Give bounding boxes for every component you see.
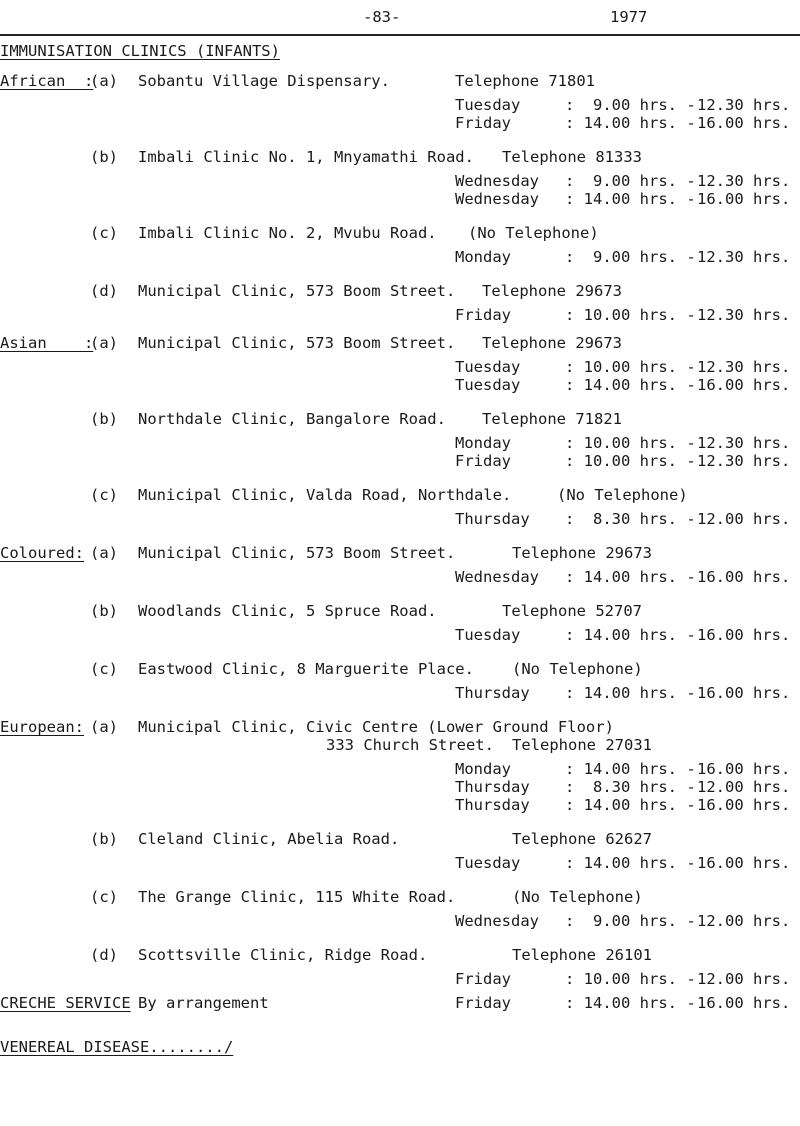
page-year: 1977	[610, 8, 648, 26]
clinic-name: Municipal Clinic, 573 Boom Street.	[138, 544, 456, 562]
item-letter: (a)	[90, 72, 118, 90]
creche-note: By arrangement	[138, 994, 269, 1012]
section-label-european: European:	[0, 718, 84, 736]
clinic-name: Municipal Clinic, 573 Boom Street.	[138, 334, 456, 352]
session-end: 16.00 hrs.	[697, 190, 791, 208]
item-letter: (b)	[90, 148, 118, 166]
clinic-telephone: Telephone 81333	[502, 148, 642, 166]
session-day: Monday	[455, 434, 511, 452]
item-letter: (c)	[90, 224, 118, 242]
session-start: : 14.00 hrs. -	[565, 796, 696, 814]
clinic-name: Scottsville Clinic, Ridge Road.	[138, 946, 428, 964]
session-end: 16.00 hrs.	[697, 568, 791, 586]
clinic-telephone: (No Telephone)	[557, 486, 688, 504]
session-day: Friday	[455, 306, 511, 324]
session-day: Wednesday	[455, 912, 539, 930]
clinic-telephone: Telephone 71801	[455, 72, 595, 90]
section-label-coloured: Coloured:	[0, 544, 84, 562]
session-start: : 9.00 hrs. -	[565, 248, 696, 266]
clinic-name: Imbali Clinic No. 2, Mvubu Road.	[138, 224, 437, 242]
clinic-telephone: Telephone 29673	[482, 334, 622, 352]
item-letter: (c)	[90, 660, 118, 678]
clinic-name: Cleland Clinic, Abelia Road.	[138, 830, 400, 848]
clinic-name: Municipal Clinic, Civic Centre (Lower Ground Floor)	[138, 718, 614, 736]
session-start: : 14.00 hrs. -	[565, 854, 696, 872]
session-end: 16.00 hrs.	[697, 684, 791, 702]
session-day: Friday	[455, 994, 511, 1012]
session-day: Tuesday	[455, 96, 521, 114]
clinic-telephone: Telephone 26101	[512, 946, 652, 964]
session-end: 16.00 hrs.	[697, 854, 791, 872]
header-rule	[0, 34, 800, 36]
session-day: Tuesday	[455, 376, 521, 394]
session-start: : 10.00 hrs. -	[565, 452, 696, 470]
session-end: 12.00 hrs.	[697, 970, 791, 988]
session-end: 16.00 hrs.	[697, 376, 791, 394]
session-start: : 14.00 hrs. -	[565, 684, 696, 702]
session-day: Friday	[455, 452, 511, 470]
section-label-african: African :	[0, 72, 94, 90]
session-start: : 14.00 hrs. -	[565, 626, 696, 644]
session-end: 12.30 hrs.	[697, 306, 791, 324]
clinic-telephone: Telephone 29673	[482, 282, 622, 300]
clinic-telephone: (No Telephone)	[512, 660, 643, 678]
session-start: : 14.00 hrs. -	[565, 190, 696, 208]
session-end: 16.00 hrs.	[697, 114, 791, 132]
session-start: : 14.00 hrs. -	[565, 568, 696, 586]
session-start: : 9.00 hrs. -	[565, 172, 696, 190]
session-day: Friday	[455, 970, 511, 988]
page-title: IMMUNISATION CLINICS (INFANTS)	[0, 42, 280, 60]
clinic-name: Sobantu Village Dispensary.	[138, 72, 390, 90]
session-start: : 14.00 hrs. -	[565, 376, 696, 394]
clinic-name: Imbali Clinic No. 1, Mnyamathi Road.	[138, 148, 474, 166]
clinic-telephone: Telephone 29673	[512, 544, 652, 562]
session-day: Thursday	[455, 796, 530, 814]
session-day: Tuesday	[455, 358, 521, 376]
session-day: Tuesday	[455, 626, 521, 644]
session-day: Friday	[455, 114, 511, 132]
item-letter: (c)	[90, 888, 118, 906]
clinic-telephone: Telephone 71821	[482, 410, 622, 428]
session-start: : 9.00 hrs. -	[565, 96, 696, 114]
session-end: 12.30 hrs.	[697, 434, 791, 452]
session-start: : 14.00 hrs. -	[565, 760, 696, 778]
clinic-telephone: Telephone 62627	[512, 830, 652, 848]
clinic-telephone: (No Telephone)	[468, 224, 599, 242]
session-end: 12.00 hrs.	[697, 778, 791, 796]
session-start: : 8.30 hrs. -	[565, 510, 696, 528]
session-day: Wednesday	[455, 568, 539, 586]
clinic-name: Eastwood Clinic, 8 Marguerite Place.	[138, 660, 474, 678]
session-start: : 10.00 hrs. -	[565, 358, 696, 376]
clinic-name: The Grange Clinic, 115 White Road.	[138, 888, 456, 906]
session-end: 12.30 hrs.	[697, 172, 791, 190]
clinic-address: 333 Church Street.	[326, 736, 494, 754]
session-day: Monday	[455, 248, 511, 266]
item-letter: (b)	[90, 410, 118, 428]
item-letter: (a)	[90, 718, 118, 736]
session-end: 12.00 hrs.	[697, 912, 791, 930]
session-day: Wednesday	[455, 172, 539, 190]
session-end: 16.00 hrs.	[697, 994, 791, 1012]
session-end: 12.30 hrs.	[697, 358, 791, 376]
clinic-telephone: Telephone 52707	[502, 602, 642, 620]
session-day: Tuesday	[455, 854, 521, 872]
clinic-name: Woodlands Clinic, 5 Spruce Road.	[138, 602, 437, 620]
session-end: 12.00 hrs.	[697, 510, 791, 528]
session-day: Monday	[455, 760, 511, 778]
clinic-telephone: (No Telephone)	[512, 888, 643, 906]
clinic-name: Municipal Clinic, Valda Road, Northdale.	[138, 486, 512, 504]
session-start: : 9.00 hrs. -	[565, 912, 696, 930]
session-start: : 14.00 hrs. -	[565, 994, 696, 1012]
continuation-footer: VENEREAL DISEASE......../	[0, 1038, 234, 1056]
item-letter: (c)	[90, 486, 118, 504]
session-start: : 10.00 hrs. -	[565, 434, 696, 452]
section-label-asian: Asian :	[0, 334, 94, 352]
item-letter: (b)	[90, 830, 118, 848]
page-number: -83-	[363, 8, 401, 26]
clinic-telephone: Telephone 27031	[512, 736, 652, 754]
session-end: 16.00 hrs.	[697, 760, 791, 778]
clinic-name: Municipal Clinic, 573 Boom Street.	[138, 282, 456, 300]
clinic-name: Northdale Clinic, Bangalore Road.	[138, 410, 446, 428]
item-letter: (d)	[90, 946, 118, 964]
item-letter: (a)	[90, 544, 118, 562]
item-letter: (a)	[90, 334, 118, 352]
session-day: Thursday	[455, 778, 530, 796]
session-end: 12.30 hrs.	[697, 248, 791, 266]
session-start: : 14.00 hrs. -	[565, 114, 696, 132]
session-start: : 8.30 hrs. -	[565, 778, 696, 796]
session-end: 12.30 hrs.	[697, 452, 791, 470]
session-end: 16.00 hrs.	[697, 626, 791, 644]
session-end: 16.00 hrs.	[697, 796, 791, 814]
session-day: Wednesday	[455, 190, 539, 208]
item-letter: (b)	[90, 602, 118, 620]
session-start: : 10.00 hrs. -	[565, 970, 696, 988]
session-start: : 10.00 hrs. -	[565, 306, 696, 324]
item-letter: (d)	[90, 282, 118, 300]
session-day: Thursday	[455, 684, 530, 702]
session-end: 12.30 hrs.	[697, 96, 791, 114]
session-day: Thursday	[455, 510, 530, 528]
section-label-creche: CRECHE SERVICE	[0, 994, 131, 1012]
